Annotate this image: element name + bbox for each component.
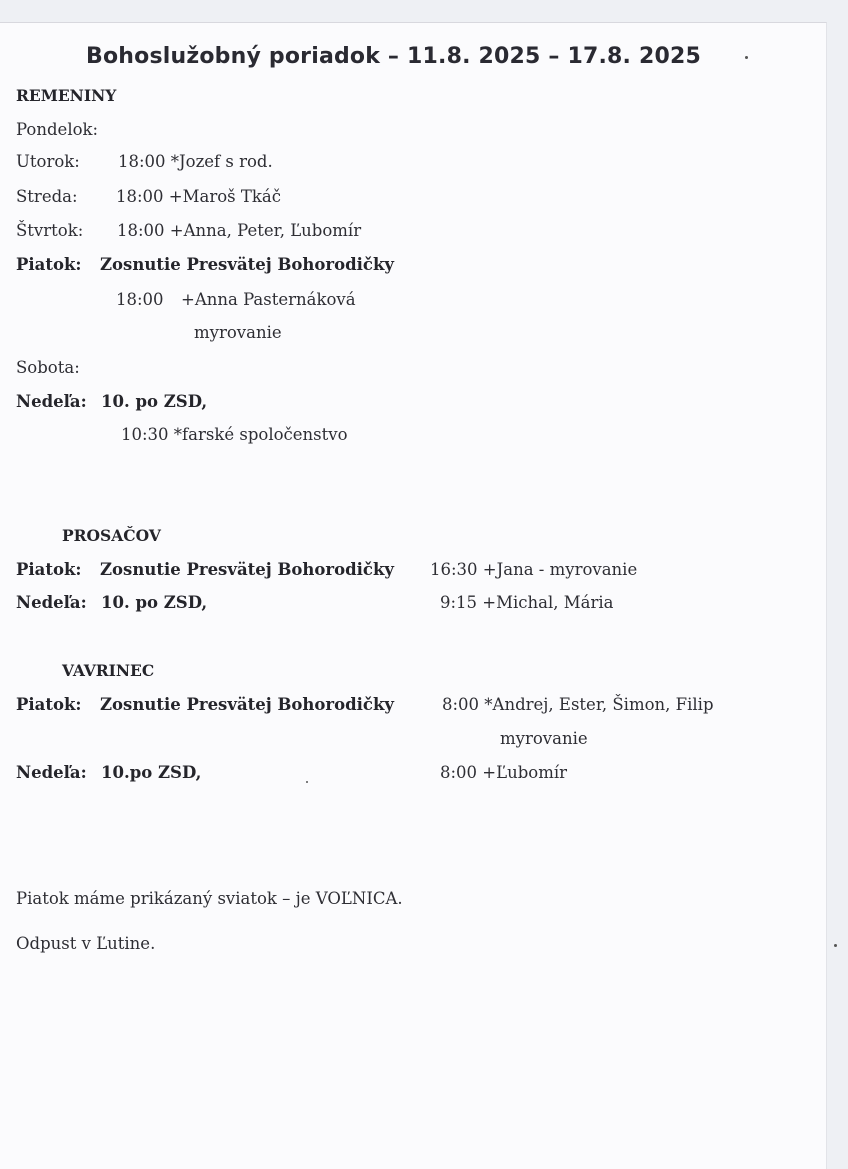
mass-entry-tuesday: 18:00 *Jozef s rod.: [118, 152, 273, 171]
mass-time-friday: 18:00: [116, 290, 164, 309]
mass-intent-friday: +Anna Pasternáková: [181, 290, 356, 309]
day-label-sunday: Nedeľa:: [16, 593, 87, 612]
mass-entry-sunday: 8:00 +Ľubomír: [440, 763, 568, 782]
page-title: Bohoslužobný poriadok – 11.8. 2025 – 17.8. 2025: [86, 44, 701, 69]
scan-speck: [306, 781, 308, 783]
feast-name-friday: Zosnutie Presvätej Bohorodičky: [100, 255, 394, 274]
mass-entry-friday: 8:00 *Andrej, Ester, Šimon, Filip: [442, 695, 714, 714]
mass-entry-wednesday: 18:00 +Maroš Tkáč: [116, 187, 281, 206]
mass-entry-friday: 16:30 +Jana - myrovanie: [430, 560, 638, 579]
day-label-thursday: Štvrtok:: [16, 221, 84, 240]
day-label-wednesday: Streda:: [16, 187, 78, 206]
note-holiday: Piatok máme prikázaný sviatok – je VOĽNICA.: [16, 889, 403, 908]
day-label-friday: Piatok:: [16, 695, 82, 714]
feast-name-sunday: 10. po ZSD,: [101, 593, 208, 612]
day-label-saturday: Sobota:: [16, 358, 80, 377]
day-label-friday: Piatok:: [16, 560, 82, 579]
feast-name-sunday: 10. po ZSD,: [101, 392, 208, 411]
mass-entry-sunday: 10:30 *farské spoločenstvo: [121, 425, 348, 444]
mass-note-friday: myrovanie: [500, 729, 588, 748]
day-label-tuesday: Utorok:: [16, 152, 80, 171]
feast-name-friday: Zosnutie Presvätej Bohorodičky: [100, 560, 394, 579]
mass-entry-sunday: 9:15 +Michal, Mária: [440, 593, 614, 612]
scan-speck: [745, 56, 748, 59]
feast-name-sunday: 10.po ZSD,: [101, 763, 202, 782]
section-heading-prosacov: PROSAČOV: [62, 526, 161, 545]
mass-note-friday: myrovanie: [194, 323, 282, 342]
section-heading-remeniny: REMENINY: [16, 86, 117, 105]
day-label-sunday: Nedeľa:: [16, 763, 87, 782]
section-heading-vavrinec: VAVRINEC: [62, 661, 155, 680]
feast-name-friday: Zosnutie Presvätej Bohorodičky: [100, 695, 394, 714]
day-label-sunday: Nedeľa:: [16, 392, 87, 411]
day-label-friday: Piatok:: [16, 255, 82, 274]
day-label-monday: Pondelok:: [16, 120, 99, 139]
note-pilgrimage: Odpust v Ľutine.: [16, 934, 156, 953]
mass-entry-thursday: 18:00 +Anna, Peter, Ľubomír: [117, 221, 362, 240]
scan-speck: [834, 944, 837, 947]
